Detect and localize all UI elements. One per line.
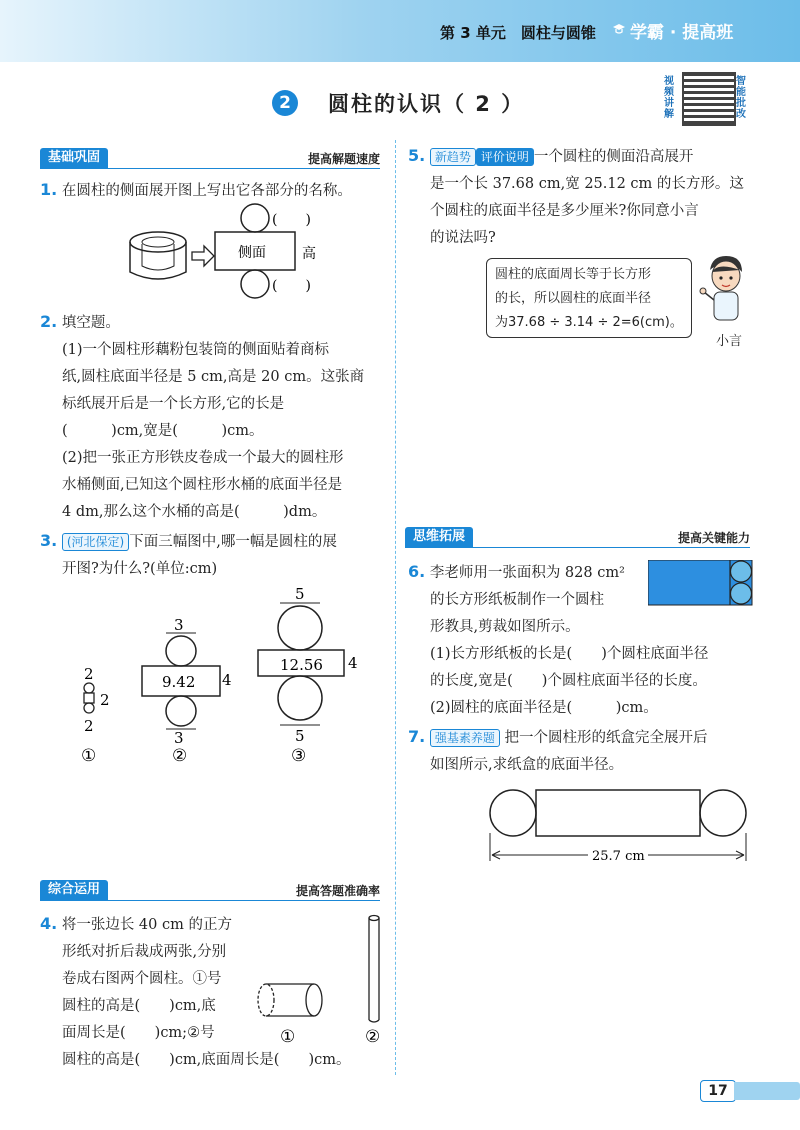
q4-line: 面周长是( )cm;②号 bbox=[62, 1025, 215, 1041]
boy-avatar-icon bbox=[696, 252, 756, 336]
fig2-bottom: 3 bbox=[174, 729, 184, 747]
bubble-line: 圆柱的底面周长等于长方形 bbox=[495, 267, 652, 282]
q2-line: (2)把一张正方形铁皮卷成一个最大的圆柱形 bbox=[62, 450, 344, 466]
q4-line: 圆柱的高是( )cm,底 bbox=[62, 998, 216, 1014]
section-sub: 提高关键能力 bbox=[677, 531, 750, 545]
q4-line: 圆柱的高是( )cm,底面周长是( )cm。 bbox=[62, 1052, 351, 1068]
lesson-number: 2 bbox=[272, 90, 298, 116]
q3-figures bbox=[70, 585, 390, 775]
section-sub: 提高答题准确率 bbox=[295, 884, 380, 898]
bubble-line: 的长，所以圆柱的底面半径 bbox=[495, 291, 652, 306]
bubble-line: 为37.68 ÷ 3.14 ÷ 2=6(cm)。 bbox=[495, 315, 683, 330]
q6-line: 李老师用一张面积为 828 cm² bbox=[429, 565, 625, 581]
section-comprehensive bbox=[40, 880, 380, 901]
q2-text: 填空题。 bbox=[61, 315, 120, 331]
q4-line: 形纸对折后裁成两张,分别 bbox=[62, 944, 227, 960]
question-number: 1 bbox=[40, 180, 52, 199]
region-badge: (河北保定) bbox=[62, 533, 129, 551]
blank-bottom: ( ) bbox=[272, 278, 311, 294]
q3-text: 开图?为什么?(单位:cm) bbox=[62, 561, 218, 577]
page-tab bbox=[734, 1082, 800, 1100]
person-name: 小言 bbox=[716, 334, 743, 349]
question-number: 7 bbox=[408, 727, 420, 746]
q7-line: 如图所示,求纸盒的底面半径。 bbox=[430, 757, 624, 773]
q4: 4. 将一张边长 40 cm 的正方 形纸对折后裁成两张,分别 卷成右图两个圆柱。①号 圆柱的高是( )cm,底 面周长是( )cm;②号 圆柱的高是( )cm,底面周长是( )cm。 bbox=[40, 910, 400, 1074]
section-sub: 提高解题速度 bbox=[307, 152, 380, 166]
q4-line: 将一张边长 40 cm 的正方 bbox=[61, 917, 232, 933]
graduation-cap-icon bbox=[612, 22, 626, 36]
qr-code-icon[interactable] bbox=[682, 72, 736, 126]
question-number: 5 bbox=[408, 146, 420, 165]
fig3-center: 12.56 bbox=[280, 656, 323, 674]
q4-figures bbox=[252, 910, 392, 1050]
q2-line: 水桶侧面,已知这个圆柱形水桶的底面半径是 bbox=[62, 477, 343, 493]
question-number: 6 bbox=[408, 562, 420, 581]
q7: 7. 强基素养题 把一个圆柱形的纸盒完全展开后 如图所示,求纸盒的底面半径。 bbox=[408, 723, 768, 779]
q2-line: ( )cm,宽是( )cm。 bbox=[62, 423, 264, 439]
section-tag: 综合运用 bbox=[40, 880, 108, 900]
fig3-bottom: 5 bbox=[295, 727, 305, 745]
q2-line: 纸,圆柱底面半径是 5 cm,高是 20 cm。这张商 bbox=[62, 369, 365, 385]
q6: 6. 李老师用一张面积为 828 cm² 的长方形纸板制作一个圆柱 形教具,剪裁如图所示。 (1)长方形纸板的长是( )个圆柱底面半径 的长度,宽是( )个圆柱底面半径的长度。 (2)圆柱的底面半径是( )cm。 bbox=[408, 558, 768, 722]
q6-figure bbox=[648, 560, 753, 606]
speech-bubble bbox=[486, 258, 692, 338]
q3: 3. (河北保定) 下面三幅图中,哪一幅是圆柱的展 开图?为什么?(单位:cm) bbox=[40, 527, 390, 583]
q4-fig2-label: ② bbox=[365, 1027, 381, 1047]
q6-line: 的长度,宽是( )个圆柱底面半径的长度。 bbox=[430, 673, 707, 689]
q7-dimension: 25.7 cm bbox=[592, 849, 645, 864]
q4-line: 卷成右图两个圆柱。①号 bbox=[62, 971, 222, 987]
height-label: 高 bbox=[302, 246, 316, 262]
section-basic bbox=[40, 148, 380, 169]
brand-title: 学霸 · 提高班 bbox=[630, 23, 734, 43]
fig2-side: 4 bbox=[222, 671, 232, 689]
page-title: 圆柱的认识（ 2 ） bbox=[328, 92, 525, 116]
q3-text: 下面三幅图中,哪一幅是圆柱的展 bbox=[129, 534, 337, 550]
q1-text: 在圆柱的侧面展开图上写出它各部分的名称。 bbox=[61, 183, 352, 199]
q1: 1. 在圆柱的侧面展开图上写出它各部分的名称。 bbox=[40, 180, 352, 199]
fig3-side: 4 bbox=[348, 654, 358, 672]
q2-line: 标纸展开后是一个长方形,它的长是 bbox=[62, 396, 285, 412]
fig2-top: 3 bbox=[174, 616, 184, 634]
question-number: 3 bbox=[40, 531, 52, 550]
question-number: 2 bbox=[40, 312, 52, 331]
qr-left-label: 视频讲解 bbox=[664, 76, 674, 120]
eval-badge: 评价说明 bbox=[476, 148, 534, 166]
page-number: 17 bbox=[700, 1080, 736, 1102]
q4-fig1-label: ① bbox=[280, 1027, 296, 1047]
unit-title: 第 3 单元 圆柱与圆锥 bbox=[440, 24, 596, 42]
q7-line: 把一个圆柱形的纸盒完全展开后 bbox=[504, 730, 708, 746]
q7-figure bbox=[488, 785, 748, 865]
rect-label: 侧面 bbox=[238, 245, 266, 261]
section-tag: 基础巩固 bbox=[40, 148, 108, 168]
q6-line: (2)圆柱的底面半径是( )cm。 bbox=[430, 700, 658, 716]
fig3-label: ③ bbox=[291, 746, 307, 766]
question-number: 4 bbox=[40, 914, 52, 933]
fig1-bottom: 2 bbox=[84, 717, 94, 735]
qr-right-label: 智能批改 bbox=[736, 76, 746, 120]
basic-literacy-badge: 强基素养题 bbox=[430, 729, 500, 747]
q6-line: 形教具,剪裁如图所示。 bbox=[430, 619, 580, 635]
q6-line: 的长方形纸板制作一个圆柱 bbox=[430, 592, 604, 608]
fig1-side: 2 bbox=[100, 691, 110, 709]
q5-line: 一个圆柱的侧面沿高展开 bbox=[533, 149, 694, 165]
q2-line: (1)一个圆柱形藕粉包装筒的侧面贴着商标 bbox=[62, 342, 330, 358]
q5-line: 是一个长 37.68 cm,宽 25.12 cm 的长方形。这 bbox=[430, 176, 744, 192]
q5-line: 个圆柱的底面半径是多少厘米?你同意小言 bbox=[430, 203, 699, 219]
blank-top: ( ) bbox=[272, 212, 311, 228]
fig3-top: 5 bbox=[295, 585, 305, 603]
section-tag: 思维拓展 bbox=[405, 527, 473, 547]
fig1-top: 2 bbox=[84, 665, 94, 683]
q6-line: (1)长方形纸板的长是( )个圆柱底面半径 bbox=[430, 646, 709, 662]
q2: 2. 填空题。 (1)一个圆柱形藕粉包装筒的侧面贴着商标 纸,圆柱底面半径是 5 cm,高是 20 cm。这张商 标纸展开后是一个长方形,它的长是 ( )cm,宽是( )cm。 (2)把一张正方形铁皮卷成一个最大的圆柱形 水桶侧面,已知这个圆柱形水桶的底面半径是 4 dm,那么这个水桶的高是( )dm。 bbox=[40, 308, 390, 526]
q2-line: 4 dm,那么这个水桶的高是( )dm。 bbox=[62, 504, 327, 520]
fig2-label: ② bbox=[172, 746, 188, 766]
fig2-center: 9.42 bbox=[162, 673, 196, 691]
trend-badge: 新趋势 bbox=[430, 148, 476, 166]
fig1-label: ① bbox=[81, 746, 97, 766]
q1-figure bbox=[120, 200, 340, 305]
section-thinking bbox=[405, 527, 750, 548]
q5-line: 的说法吗? bbox=[430, 230, 496, 246]
q5: 5. 新趋势 评价说明 一个圆柱的侧面沿高展开 是一个长 37.68 cm,宽 25.12 cm 的长方形。这 个圆柱的底面半径是多少厘米?你同意小言 的说法吗? bbox=[408, 142, 768, 252]
